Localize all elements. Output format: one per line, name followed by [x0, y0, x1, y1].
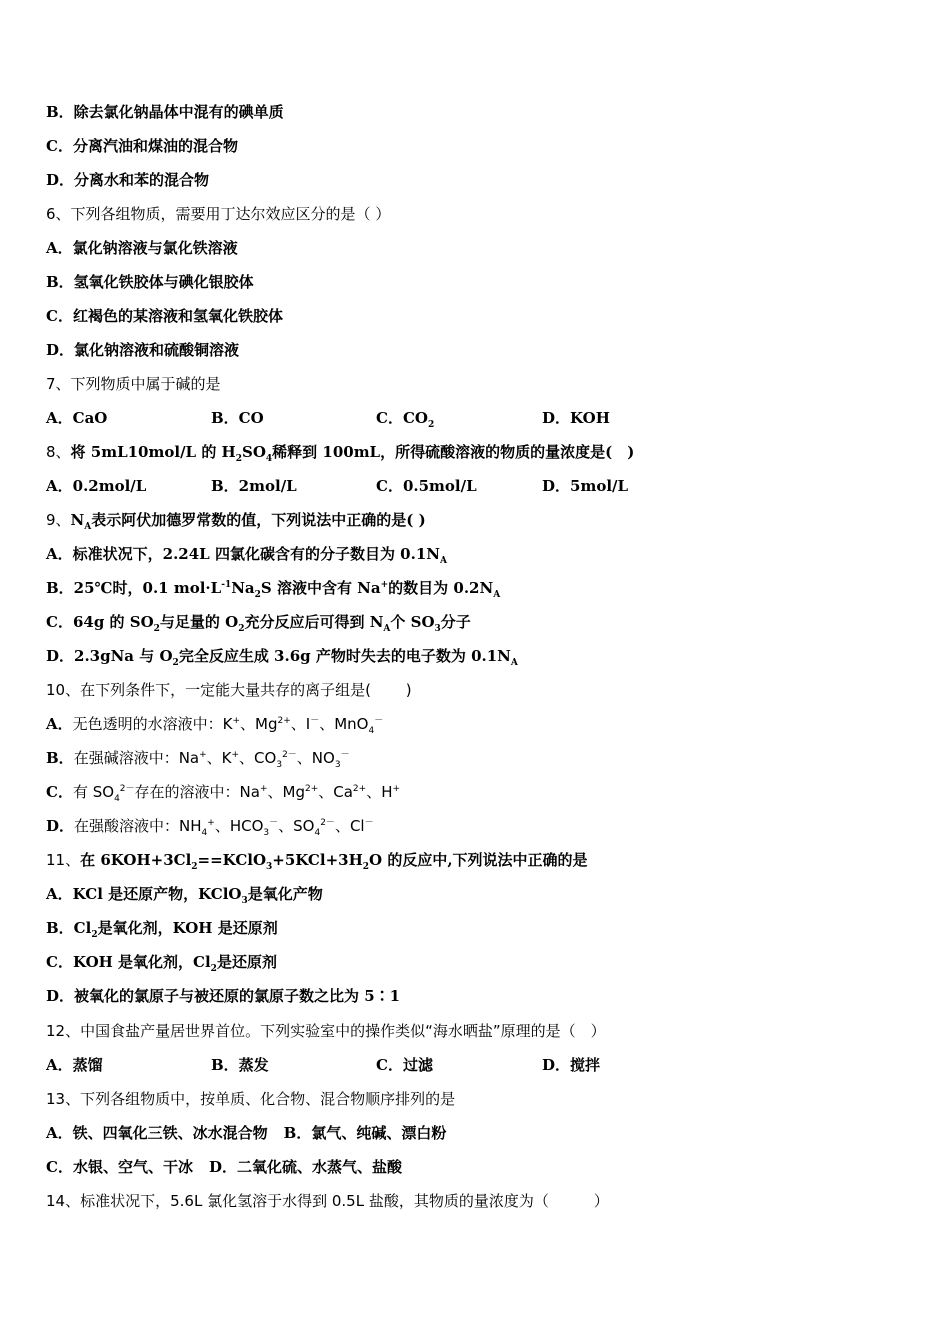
q10-option-d: D．在强酸溶液中：$NH_4^+$、$HCO_3^-$、$SO_4^{2-}$、Cl－ — [46, 817, 374, 838]
q6-option-a: A．氯化钠溶液与氯化铁溶液 — [46, 239, 238, 257]
q11-stem: 11、在 $6KOH+3Cl_2==KClO_3+5KCl+3H_2O$ 的反应中,下列说法中正确的是 — [46, 851, 588, 872]
q13-option-a: A．铁、四氧化三铁、冰水混合物 — [46, 1124, 268, 1142]
q9-option-a: A．标准状况下，2.24L 四氯化碳含有的分子数目为 $0.1N_A$ — [46, 545, 447, 566]
q11-option-b: B．$Cl_2$是氧化剂，KOH 是还原剂 — [46, 919, 278, 940]
q13-options-cd — [46, 1157, 402, 1177]
q10-option-a: A．无色透明的水溶液中：K+、$Mg^{2+}$、I－、MnO$_4$－ — [46, 715, 384, 736]
q5-option-c: C．分离汽油和煤油的混合物 — [46, 137, 238, 155]
q11-option-c: C．KOH 是氧化剂，$Cl_2$是还原剂 — [46, 953, 277, 974]
q10-option-b: B．在强碱溶液中：Na+、K+、$CO_3^{2-}$、$NO_3^-$ — [46, 749, 350, 770]
q13-options-ab — [46, 1123, 446, 1143]
q6-option-d: D．氯化钠溶液和硫酸铜溶液 — [46, 341, 240, 359]
q12-stem: 12、中国食盐产量居世界首位。下列实验室中的操作类似“海水晒盐”原理的是（ ） — [46, 1022, 606, 1040]
q9-option-b: B．25℃时，0.1 $mol\cdot L^{-1}Na_2S$ 溶液中含有 Na+的数目为 $0.2N_A$ — [46, 579, 501, 600]
q14-stem: 14、标准状况下，5.6L 氯化氢溶于水得到 0.5L 盐酸，其物质的量浓度为（ ） — [46, 1192, 609, 1210]
q11-option-a: A．KCl 是还原产物，KClO$_3$是氧化产物 — [46, 885, 323, 906]
q7-option-c: C．$CO_2$ — [376, 409, 435, 430]
q12-option-d: D．搅拌 — [542, 1056, 601, 1074]
q8-option-c: C．0.5mol/L — [376, 477, 477, 495]
q8-option-d: D．5mol/L — [542, 477, 629, 495]
q12-option-a: A．蒸馏 — [46, 1056, 103, 1074]
q9-option-c: C．64g 的 $SO_2$与足量的 $O_2$充分反应后可得到 $N_A$个 $SO_3$分子 — [46, 613, 471, 634]
q8-option-a: A．0.2mol/L — [46, 477, 147, 495]
q5-option-d: D．分离水和苯的混合物 — [46, 171, 210, 189]
q8-option-b: B．2mol/L — [211, 477, 297, 495]
q7-option-d: D．KOH — [542, 409, 610, 427]
q7-option-b: B．CO — [211, 409, 264, 427]
q12-options — [46, 1055, 926, 1075]
q10-option-c: C．有 $SO_4^{2-}$存在的溶液中：Na+、$Mg^{2+}$、$Ca^{2+}$、H+ — [46, 783, 401, 804]
q11-option-d: D．被氧化的氯原子与被还原的氯原子数之比为 5∶1 — [46, 987, 401, 1005]
q7-options — [46, 408, 926, 428]
q13-option-b: B．氯气、纯碱、漂白粉 — [283, 1124, 447, 1142]
q8-options — [46, 476, 926, 496]
q12-option-c: C．过滤 — [376, 1056, 433, 1074]
q13-stem: 13、下列各组物质中，按单质、化合物、混合物顺序排列的是 — [46, 1090, 456, 1108]
q13-option-d: D．二氧化硫、水蒸气、盐酸 — [208, 1158, 402, 1176]
q9-option-d: D．2.3gNa 与 $O_2$完全反应生成 3.6g 产物时失去的电子数为 $0.1N_A$ — [46, 647, 518, 668]
q12-option-b: B．蒸发 — [211, 1056, 269, 1074]
q9-stem: 9、$N_A$表示阿伏加德罗常数的值，下列说法中正确的是( ) — [46, 511, 426, 532]
q10-stem: 10、在下列条件下，一定能大量共存的离子组是( ) — [46, 681, 412, 699]
q6-option-b: B．氢氧化铁胶体与碘化银胶体 — [46, 273, 254, 291]
q13-option-c: C．水银、空气、干冰 — [46, 1158, 193, 1176]
q7-option-a: A．CaO — [46, 409, 108, 427]
q6-option-c: C．红褐色的某溶液和氢氧化铁胶体 — [46, 307, 283, 325]
q7-stem: 7、下列物质中属于碱的是 — [46, 375, 221, 393]
q5-option-b: B．除去氯化钠晶体中混有的碘单质 — [46, 103, 284, 121]
q6-stem: 6、下列各组物质，需要用丁达尔效应区分的是（ ） — [46, 205, 391, 223]
q8-stem: 8、将 5mL10mol/L 的 $H_2SO_4$稀释到 100mL，所得硫酸溶液的物质的量浓度是( ) — [46, 443, 635, 464]
